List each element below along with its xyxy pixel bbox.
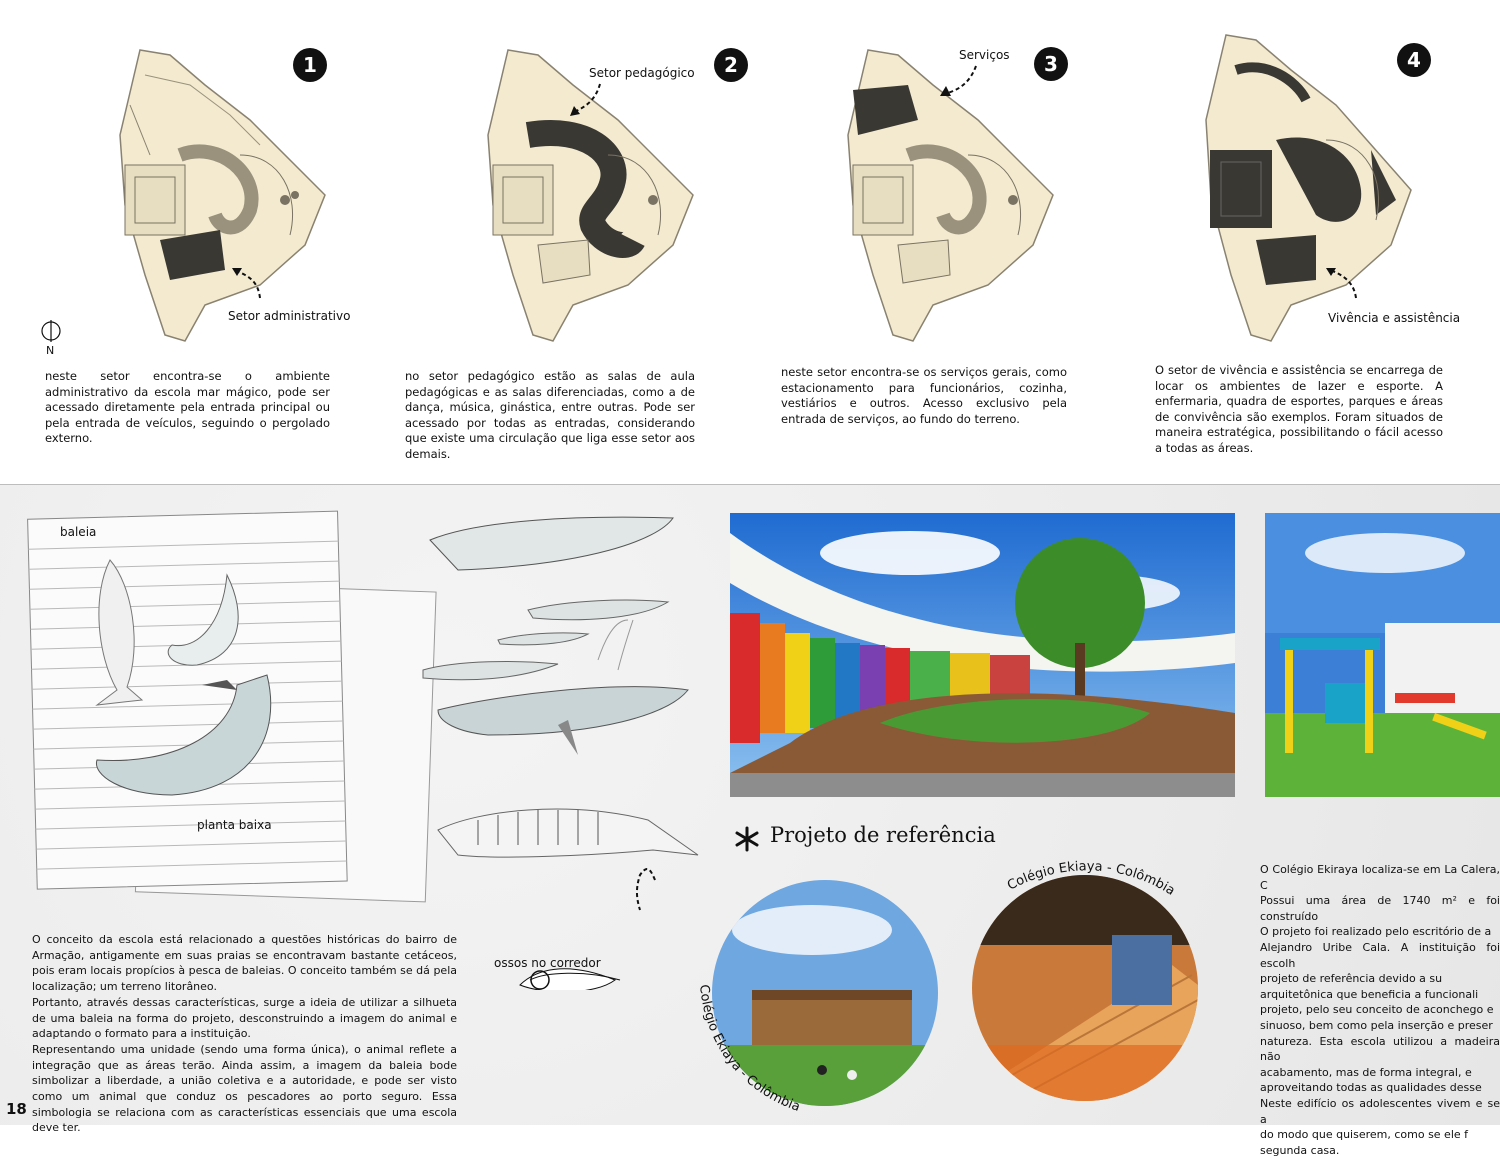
reference-title: Projeto de referência bbox=[770, 823, 996, 847]
dashed-arrow-icon bbox=[1322, 262, 1362, 302]
callout-setor-administrativo: Setor administrativo bbox=[228, 309, 351, 323]
reference-line: Neste edifício os adolescentes vivem e se a bbox=[1260, 1096, 1500, 1126]
bone-corridor-sketch bbox=[505, 860, 685, 990]
svg-text:Colégio Ekiaya - Colômbia: Colégio Ekiaya - Colômbia bbox=[1005, 860, 1178, 899]
north-label: N bbox=[46, 344, 55, 357]
reference-line: sinuoso, bem como pela inserção e preser bbox=[1260, 1018, 1493, 1032]
reference-line: segunda casa. bbox=[1260, 1143, 1340, 1157]
reference-line: projeto de referência devido a su bbox=[1260, 972, 1443, 986]
sector-badge-1: 1 bbox=[293, 48, 327, 82]
sector-badge-3: 3 bbox=[1034, 47, 1068, 81]
concept-paragraph-2: Portanto, através dessas características, surge a ideia de utilizar a silhueta de uma baleia na forma do projeto, desconstruindo a imagem do animal e adaptando o formato para a instituição. bbox=[32, 995, 457, 1041]
concept-paragraph-1: O conceito da escola está relacionado a questões históricas do bairro de Armação, antigamente em suas praias se encontravam bastante cetáceos, pois eram locais propícios à pesca de baleias. O conceito também se dá pela localização; um terreno litorâneo. bbox=[32, 933, 457, 994]
dashed-arrow-icon bbox=[936, 62, 982, 102]
circle-label-1 bbox=[680, 975, 820, 1125]
reference-line: Possui uma área de 1740 m² e foi construído bbox=[1260, 894, 1500, 923]
dashed-arrow-icon bbox=[566, 80, 606, 120]
page-number: 18 bbox=[6, 1100, 27, 1118]
playground-photo bbox=[1265, 513, 1500, 797]
dashed-arrow-icon bbox=[228, 262, 268, 302]
circle-label-2 bbox=[1005, 860, 1205, 930]
label-ossos-no-corredor: ossos no corredor bbox=[494, 956, 601, 970]
reference-line: O Colégio Ekiraya localiza-se em La Calera, C bbox=[1260, 863, 1500, 892]
courtyard-photo bbox=[730, 513, 1235, 797]
north-arrow-icon bbox=[40, 320, 62, 344]
sector-4-description: O setor de vivência e assistência se encarrega de locar os ambientes de lazer e esporte. A enfermaria, quadra de esportes, parques e áreas de convivência são exemplos. Foram situados de maneira estratégica, possibilitando o fácil acesso a todas as áreas. bbox=[1155, 363, 1443, 455]
reference-line: projeto, pelo seu conceito de aconchego e bbox=[1260, 1003, 1494, 1017]
whale-study-sketches bbox=[418, 510, 708, 890]
callout-setor-pedagogico: Setor pedagógico bbox=[589, 66, 695, 80]
reference-line: do modo que quiserem, como se ele f bbox=[1260, 1128, 1469, 1142]
sector-badge-2: 2 bbox=[714, 48, 748, 82]
concept-text bbox=[32, 932, 457, 1136]
callout-vivencia-assistencia: Vivência e assistência bbox=[1328, 311, 1461, 325]
asterisk-icon bbox=[734, 826, 760, 852]
callout-servicos: Serviços bbox=[959, 48, 1010, 62]
sector-1-description: neste setor encontra-se o ambiente administrativo da escola mar mágico, pode ser acessado diretamente pela entrada principal ou pela entrada de veículos, seguindo o pergolado externo. bbox=[45, 369, 330, 445]
reference-line: acabamento, mas de forma integral, e bbox=[1260, 1065, 1472, 1079]
concept-paragraph-3: Representando uma unidade (sendo uma forma única), o animal reflete a integração que as áreas terão. Ainda assim, a imagem da baleia bode simbolizar a liberdade, a união coletiva e a autoridade, e pode ser visto como um animal que conduz os pescadores ao porto seguro. Essa simbologia se relaciona com as características essenciais que uma escola deve ter. bbox=[32, 1042, 457, 1135]
reference-line: natureza. Esta escola utilizou a madeira não bbox=[1260, 1034, 1500, 1064]
reference-line: arquitetônica que beneficia a funcionali bbox=[1260, 987, 1479, 1001]
reference-line: Alejandro Uribe Cala. A instituição foi escolh bbox=[1260, 940, 1500, 970]
svg-text:Colégio Ekiaya - Colômbia: Colégio Ekiaya - Colômbia bbox=[695, 983, 803, 1116]
sector-badge-4: 4 bbox=[1397, 43, 1431, 77]
site-plan-1 bbox=[110, 45, 340, 345]
label-planta-baixa: planta baixa bbox=[197, 818, 272, 832]
sector-2-description: no setor pedagógico estão as salas de aula pedagógicas e as salas diferenciadas, como a de dança, música, ginástica, entre outras. Pode ser acessado por todas as entradas, considerando que existe uma circulação que liga esse setor aos demais. bbox=[405, 369, 695, 461]
sector-3-description: neste setor encontra-se os serviços gerais, como estacionamento para funcionários, cozinha, vestiários e outros. Acesso exclusivo pela entrada de serviços, ao fundo do terreno. bbox=[781, 365, 1067, 426]
notebook-paper-sketch bbox=[22, 505, 442, 905]
reference-line: O projeto foi realizado pelo escritório de a bbox=[1260, 925, 1492, 939]
reference-description bbox=[1260, 862, 1500, 1158]
label-baleia: baleia bbox=[60, 525, 97, 539]
site-plan-4 bbox=[1196, 30, 1426, 345]
reference-line: aproveitando todas as qualidades desse bbox=[1260, 1081, 1482, 1095]
